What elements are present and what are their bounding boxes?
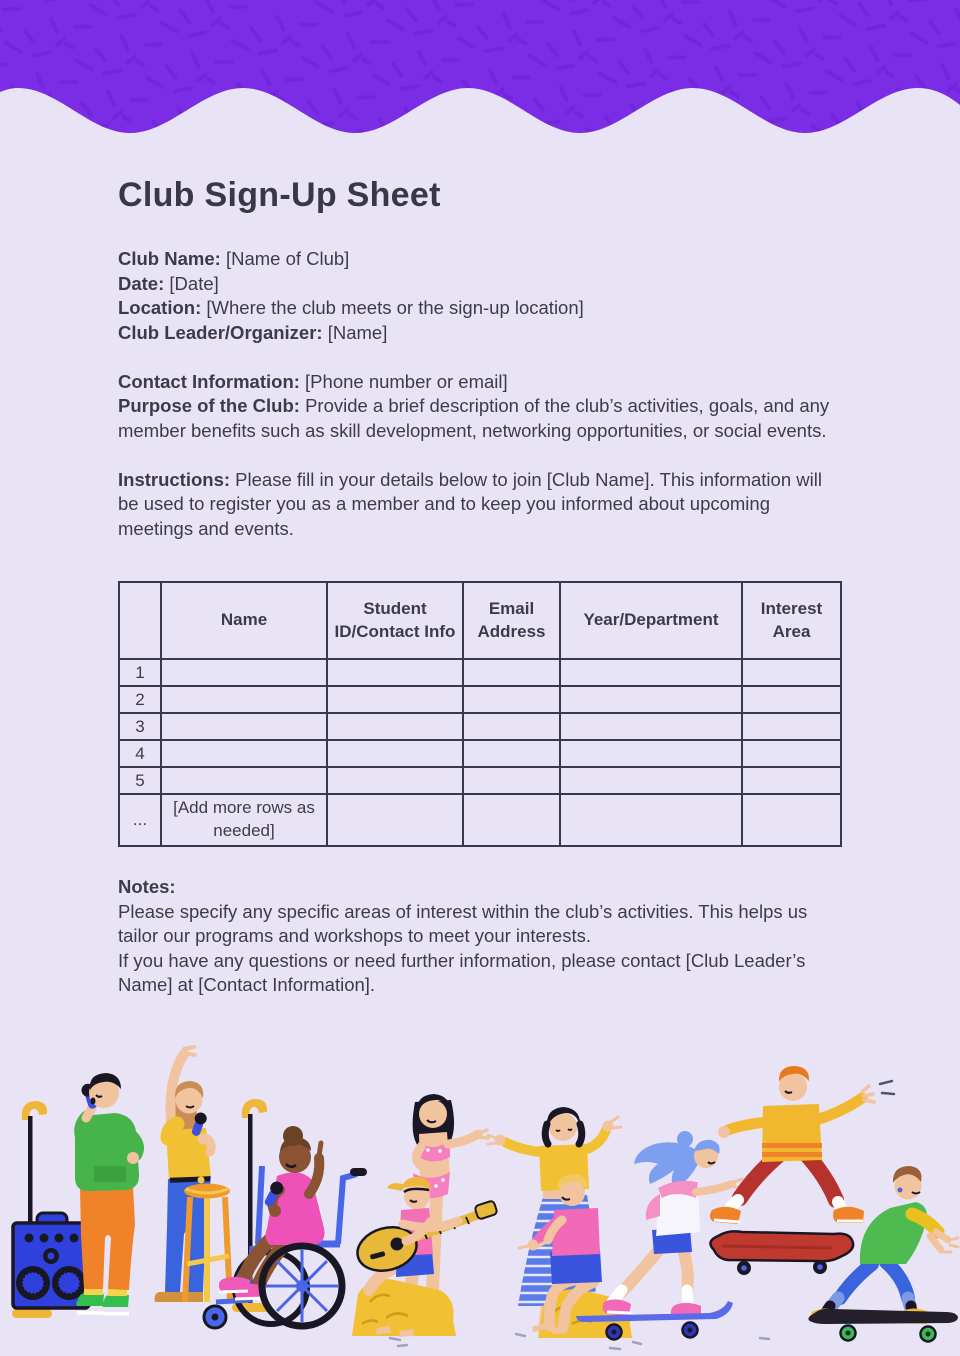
notes-paragraph: Please specify any specific areas of interest within the club’s activities. This helps us tailor our programs and workshops to meet your interests. (118, 900, 808, 946)
table-row (119, 740, 841, 767)
cell-email (463, 659, 560, 686)
cell-student-id (327, 686, 463, 713)
notes-label: Notes: (118, 876, 176, 897)
cell-student-id (327, 713, 463, 740)
guitar-player (352, 1177, 498, 1337)
people-illustration (0, 1040, 960, 1356)
cell-email (463, 794, 560, 846)
column-header-email: Email Address (463, 582, 560, 659)
singer-man (75, 1073, 139, 1316)
cell-student-id (327, 740, 463, 767)
cell-add-more-rows: [Add more rows as needed] (161, 794, 327, 846)
cell-email (463, 740, 560, 767)
field-label: Date: (118, 272, 165, 294)
column-header-name: Name (161, 582, 327, 659)
cell-email (463, 767, 560, 794)
table-row-add-more (119, 794, 841, 846)
table-header-row (119, 582, 841, 659)
column-header-number (119, 582, 161, 659)
cell-student-id (327, 659, 463, 686)
field-date (118, 272, 842, 297)
row-number: 1 (119, 659, 161, 686)
field-location (118, 296, 842, 321)
document-body (118, 176, 842, 998)
cell-interest-area (742, 713, 841, 740)
cell-interest-area (742, 767, 841, 794)
field-label: Club Name: (118, 248, 221, 269)
cell-name (161, 740, 327, 767)
cell-name (161, 767, 327, 794)
cell-email (463, 713, 560, 740)
cell-name (161, 686, 327, 713)
row-number: 4 (119, 740, 161, 767)
cell-year-department (560, 686, 742, 713)
row-number: 3 (119, 713, 161, 740)
cell-year-department (560, 740, 742, 767)
notes-paragraph: If you have any questions or need further information, please contact [Club Leader’s Name] at [Contact Information]. (118, 949, 806, 995)
row-number: 5 (119, 767, 161, 794)
cell-year-department (560, 767, 742, 794)
table-row (119, 767, 841, 794)
table-row (119, 713, 841, 740)
field-contact (118, 370, 842, 395)
cell-name (161, 659, 327, 686)
signup-table (118, 581, 842, 847)
field-club-name (118, 247, 842, 272)
column-header-year-department: Year/Department (560, 582, 742, 659)
field-value: [Date] (169, 272, 219, 294)
field-instructions (118, 468, 842, 542)
field-value: Provide a brief description of the club’s activities, goals, and any member benefits such as skill development, networking opportunities, or social events. (118, 395, 830, 441)
field-purpose (118, 394, 842, 443)
field-value: Please fill in your details below to join [Club Name]. This information will be used to register you as a member and to keep you informed about upcoming meetings and events. (118, 468, 822, 539)
row-number: 2 (119, 686, 161, 713)
field-value: [Name] (327, 321, 388, 343)
cell-interest-area (742, 740, 841, 767)
field-label: Location: (118, 297, 202, 318)
table-row (119, 686, 841, 713)
cell-year-department (560, 794, 742, 846)
field-label: Instructions: (118, 468, 231, 490)
amp-speaker (13, 1213, 89, 1308)
cell-interest-area (742, 659, 841, 686)
singer-woman (155, 1047, 212, 1302)
cell-email (463, 686, 560, 713)
field-value: [Name of Club] (225, 248, 350, 269)
cell-year-department (560, 713, 742, 740)
cell-name (161, 713, 327, 740)
cell-year-department (560, 659, 742, 686)
notes-section (118, 875, 842, 998)
field-label: Club Leader/Organizer: (118, 321, 323, 343)
field-value: [Phone number or email] (305, 370, 508, 392)
cell-interest-area (742, 686, 841, 713)
cell-interest-area (742, 794, 841, 846)
header-wave (0, 0, 960, 140)
page-title: Club Sign-Up Sheet (118, 176, 441, 214)
column-header-interest-area: Interest Area (742, 582, 841, 659)
cell-student-id (327, 794, 463, 846)
row-number: ... (119, 794, 161, 846)
cell-student-id (327, 767, 463, 794)
table-row (119, 659, 841, 686)
field-label: Contact Information: (118, 370, 300, 392)
column-header-student-id: Student ID/Contact Info (327, 582, 463, 659)
field-leader (118, 321, 842, 346)
field-label: Purpose of the Club: (118, 395, 300, 416)
field-value: [Where the club meets or the sign-up location] (206, 297, 584, 318)
